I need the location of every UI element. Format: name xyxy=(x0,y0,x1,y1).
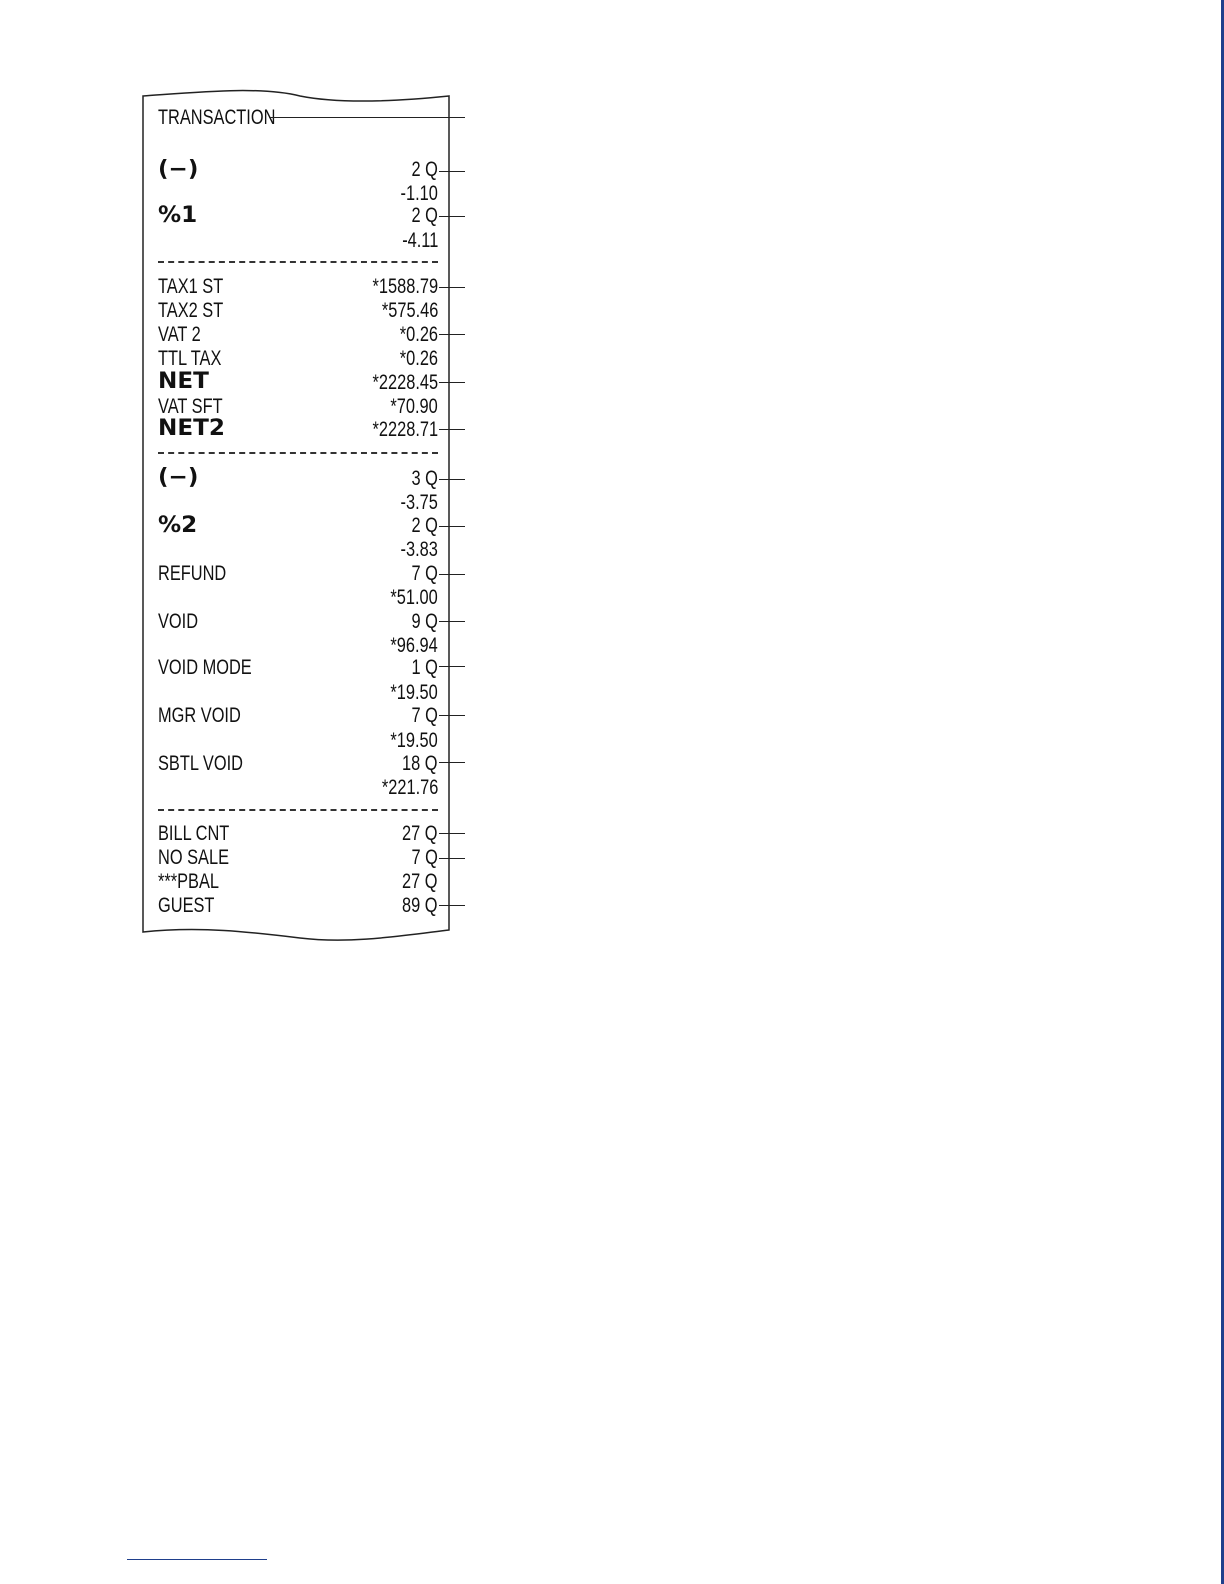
list-item: GUEST 89 Q xyxy=(158,894,438,917)
list-item-amount: -3.75 xyxy=(400,491,438,514)
list-item: ***PBAL 27 Q xyxy=(158,870,438,893)
callout-leader xyxy=(439,171,465,172)
list-item: %1 xyxy=(158,203,198,228)
list-item-qty: 3 Q xyxy=(411,467,438,490)
list-item: NET2 xyxy=(158,416,225,441)
list-item-qty: 2 Q xyxy=(411,514,438,537)
callout-leader xyxy=(439,479,465,480)
callout-leader xyxy=(439,216,465,217)
callout-leader xyxy=(439,429,465,430)
list-item: NET xyxy=(158,369,209,394)
callout-leader xyxy=(439,382,465,383)
list-item-value: *2228.71 xyxy=(372,418,438,441)
list-item: NO SALE 7 Q xyxy=(158,846,438,869)
callout-leader xyxy=(439,334,465,335)
list-item: VAT 2 *0.26 xyxy=(158,323,438,346)
list-item-value: *2228.45 xyxy=(372,371,438,394)
callout-leader xyxy=(269,117,465,118)
list-item: TTL TAX *0.26 xyxy=(158,347,438,370)
callout-leader xyxy=(439,762,465,763)
callout-leader xyxy=(439,666,465,667)
dashed-separator xyxy=(158,809,438,811)
report-receipt xyxy=(143,98,449,938)
callout-leader xyxy=(439,526,465,527)
callout-leader xyxy=(439,715,465,716)
list-item: %2 xyxy=(158,513,198,538)
report-title-row xyxy=(158,106,438,130)
report-title: TRANSACTION xyxy=(158,106,276,129)
list-item-qty: 2 Q xyxy=(411,158,438,181)
list-item: (−) xyxy=(158,465,199,490)
list-item: VOID 9 Q xyxy=(158,610,438,633)
list-item-amount: *19.50 xyxy=(390,729,438,752)
list-item-amount: -4.11 xyxy=(401,229,438,252)
callout-leader xyxy=(439,833,465,834)
list-item-amount: *96.94 xyxy=(390,634,438,657)
list-item: VOID MODE 1 Q xyxy=(158,656,438,679)
callout-leader xyxy=(439,621,465,622)
list-item: TAX1 ST *1588.79 xyxy=(158,275,438,298)
dashed-separator xyxy=(158,452,438,454)
list-item-qty: 2 Q xyxy=(411,204,438,227)
callout-leader xyxy=(439,574,465,575)
callout-leader xyxy=(439,905,465,906)
callout-leader xyxy=(439,287,465,288)
list-item: REFUND 7 Q xyxy=(158,562,438,585)
list-item: VAT SFT *70.90 xyxy=(158,395,438,418)
list-item: SBTL VOID 18 Q xyxy=(158,752,438,775)
list-item-amount: *221.76 xyxy=(381,776,438,799)
callout-leader xyxy=(439,858,465,859)
list-item: MGR VOID 7 Q xyxy=(158,704,438,727)
list-item-amount: -1.10 xyxy=(400,182,438,205)
list-item: (−) xyxy=(158,157,199,182)
list-item-amount: *19.50 xyxy=(390,681,438,704)
list-item-amount: *51.00 xyxy=(390,586,438,609)
list-item-amount: -3.83 xyxy=(400,538,438,561)
list-item: BILL CNT 27 Q xyxy=(158,822,438,845)
list-item: TAX2 ST *575.46 xyxy=(158,299,438,322)
dashed-separator xyxy=(158,261,438,263)
